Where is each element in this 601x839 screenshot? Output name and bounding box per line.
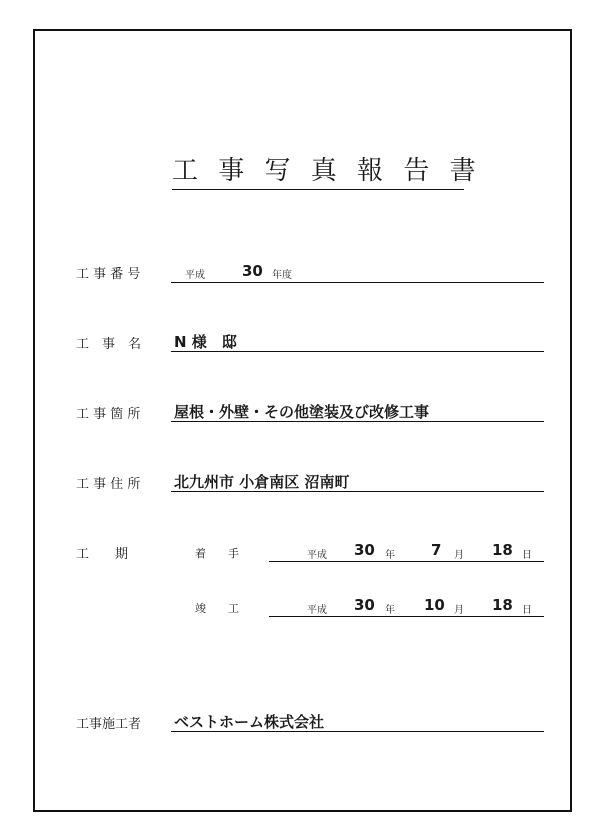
period-end-year-unit: 年 — [385, 605, 395, 616]
period-start-month: 7 — [431, 541, 442, 559]
work-address-label: 工 事 住 所 — [76, 477, 141, 492]
contractor-label: 工事施工者 — [76, 717, 142, 732]
period-start-year: 30 — [354, 541, 375, 559]
work-number-line — [171, 268, 544, 283]
period-end-day: 18 — [492, 596, 513, 614]
work-location-value: 屋根・外壁・その他塗装及び改修工事 — [174, 403, 430, 421]
work-number-label: 工 事 番 号 — [76, 267, 141, 282]
period-end-era: 平成 — [307, 605, 327, 616]
period-start-day: 18 — [492, 541, 513, 559]
period-start-year-unit: 年 — [385, 550, 395, 561]
period-start-day-unit: 日 — [522, 550, 532, 561]
period-start-month-unit: 月 — [454, 550, 464, 561]
period-end-day-unit: 日 — [522, 605, 532, 616]
work-address-value: 北九州市 小倉南区 沼南町 — [174, 473, 350, 491]
work-period-label: 工 期 — [76, 547, 129, 562]
work-number-suffix: 年度 — [272, 270, 292, 281]
contractor-value: ベストホーム株式会社 — [174, 713, 325, 731]
work-name-value: N 様 邸 — [174, 333, 237, 351]
period-end-month-unit: 月 — [454, 605, 464, 616]
period-end-month: 10 — [424, 596, 445, 614]
work-number-era: 平成 — [185, 270, 205, 281]
period-start-era: 平成 — [307, 550, 327, 561]
period-end-label: 竣 工 — [195, 602, 239, 615]
work-location-label: 工 事 箇 所 — [76, 407, 141, 422]
work-name-label: 工 事 名 — [76, 337, 142, 352]
work-number-year: 30 — [242, 262, 263, 280]
period-start-label: 着 手 — [195, 547, 239, 560]
period-end-year: 30 — [354, 596, 375, 614]
document-title: 工 事 写 真 報 告 書 — [172, 150, 464, 190]
